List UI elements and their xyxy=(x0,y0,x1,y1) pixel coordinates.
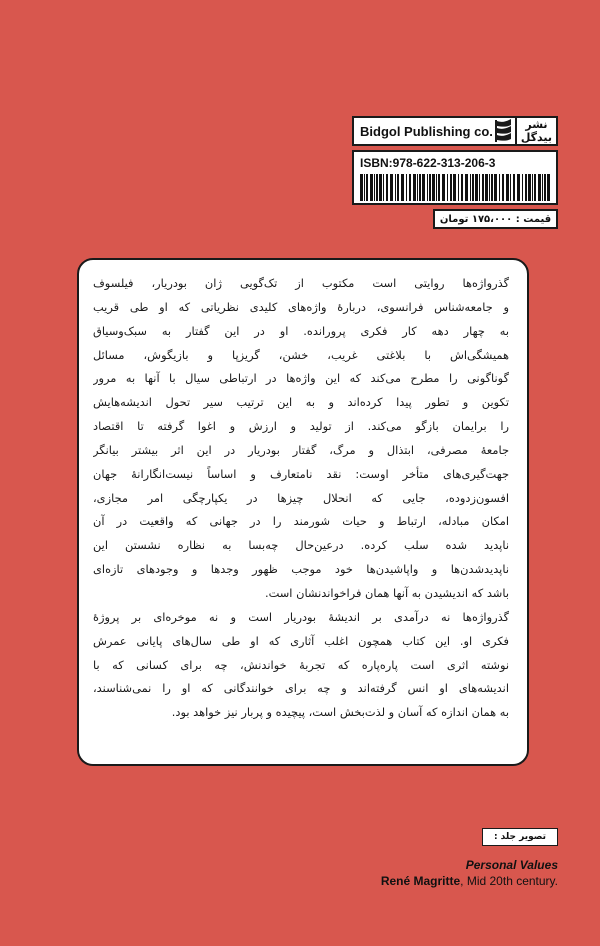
description-line: و جامعه‌شناس فرانسوی، درباره‌ٔ واژه‌های کلیدی نظریاتی که او طی قریب xyxy=(93,299,509,314)
description-line: ناپدیدشدن‌ها و واپاشیدن‌ها خود موجب ظهور وجدها و وجودهای تازه‌ای xyxy=(93,562,509,577)
publisher-name-fa: نشر بیدگل xyxy=(515,118,556,144)
description-line: جامعهٔ مصرفی، ابتذال و مرگ، گفتار بودریار در این اثر بیشتر بیانگر xyxy=(93,442,509,457)
description-line: نوشته اثری است پاره‌پاره که تجربهٔ خواندنش، چه برای کسانی که با xyxy=(93,657,509,672)
artist-name: René Magritte xyxy=(380,874,461,888)
description-line: جهت‌گیری‌های متأخر اوست: نقد نامتعارف و اساساً نیست‌انگارانهٔ جهان xyxy=(93,466,509,481)
description-line: همیشگی‌اش با بلاغتی غریب، خشن، گریزپا و بازیگوش، مسائل xyxy=(93,347,509,362)
description-line: فکری او. این کتاب همچون اغلب آثاری که او طی سال‌های پایانی عمرش xyxy=(93,633,509,648)
description-line: گوناگونی را مطرح می‌کند که این واژه‌ها در ارتباطی سیال با آنها به مرور xyxy=(93,371,509,386)
description-line: گذرواژه‌ها نه درآمدی بر اندیشهٔ بودریار است و نه موخره‌ای بر پروژهٔ xyxy=(93,609,509,624)
cover-credit-label: تصویر جلد : xyxy=(482,828,558,846)
description-line: اندیشه‌های او انس گرفته‌اند و چه برای خوانندگانی که او را نمی‌شناسند، xyxy=(93,681,509,696)
artwork-date: , Mid 20th century. xyxy=(460,874,558,888)
description-line: امکان مبادله، ارتباط و حیات شورمند را در جهانی که واقعیت در آن xyxy=(93,514,509,529)
bidgol-logo-icon xyxy=(493,118,515,144)
description-line: تکوین و تطور پیدا کرده‌اند و به این ترتیب سیر تحول اندیشه‌هایش xyxy=(93,395,509,410)
isbn-barcode-box xyxy=(352,150,558,205)
cover-artwork-title: Personal Values xyxy=(465,858,558,872)
description-line: افسون‌زدوده، جایی که انحلال چیزها در یکپارچگی امر مجازی، xyxy=(93,490,509,505)
description-line: به چهار دهه کار فکری پرورانده. او در این گفتار به سبک‌وسیاق xyxy=(93,323,509,338)
publisher-block xyxy=(352,116,558,146)
cover-artwork-artist xyxy=(381,874,558,888)
description-line: به همان اندازه که آسان و لذت‌بخش است، پیچیده و پربار نیز خواهد بود. xyxy=(171,705,509,720)
description-panel xyxy=(77,258,529,766)
description-line: باشد که اندیشیدن به آنها همان فراخواندنشان است. xyxy=(264,585,509,600)
barcode-icon xyxy=(360,174,550,201)
description-line: ناپدید شده سلب کرده. درعین‌حال چه‌بسا به نظاره نشستن این xyxy=(93,538,509,553)
isbn-number: ISBN:978-622-313-206-3 xyxy=(360,156,496,170)
description-line: گذرواژه‌ها روایتی است مکتوب از تک‌گویی ژان بودریار، فیلسوف xyxy=(93,276,509,290)
price-label: قیمت : ۱۷۵،۰۰۰ تومان xyxy=(433,209,558,229)
description-line: را برایمان بازگو می‌کند. از تولید و ارزش و اغوا گرفته تا اقتصاد xyxy=(93,419,509,434)
publisher-name-en: Bidgol Publishing co. xyxy=(360,123,493,139)
